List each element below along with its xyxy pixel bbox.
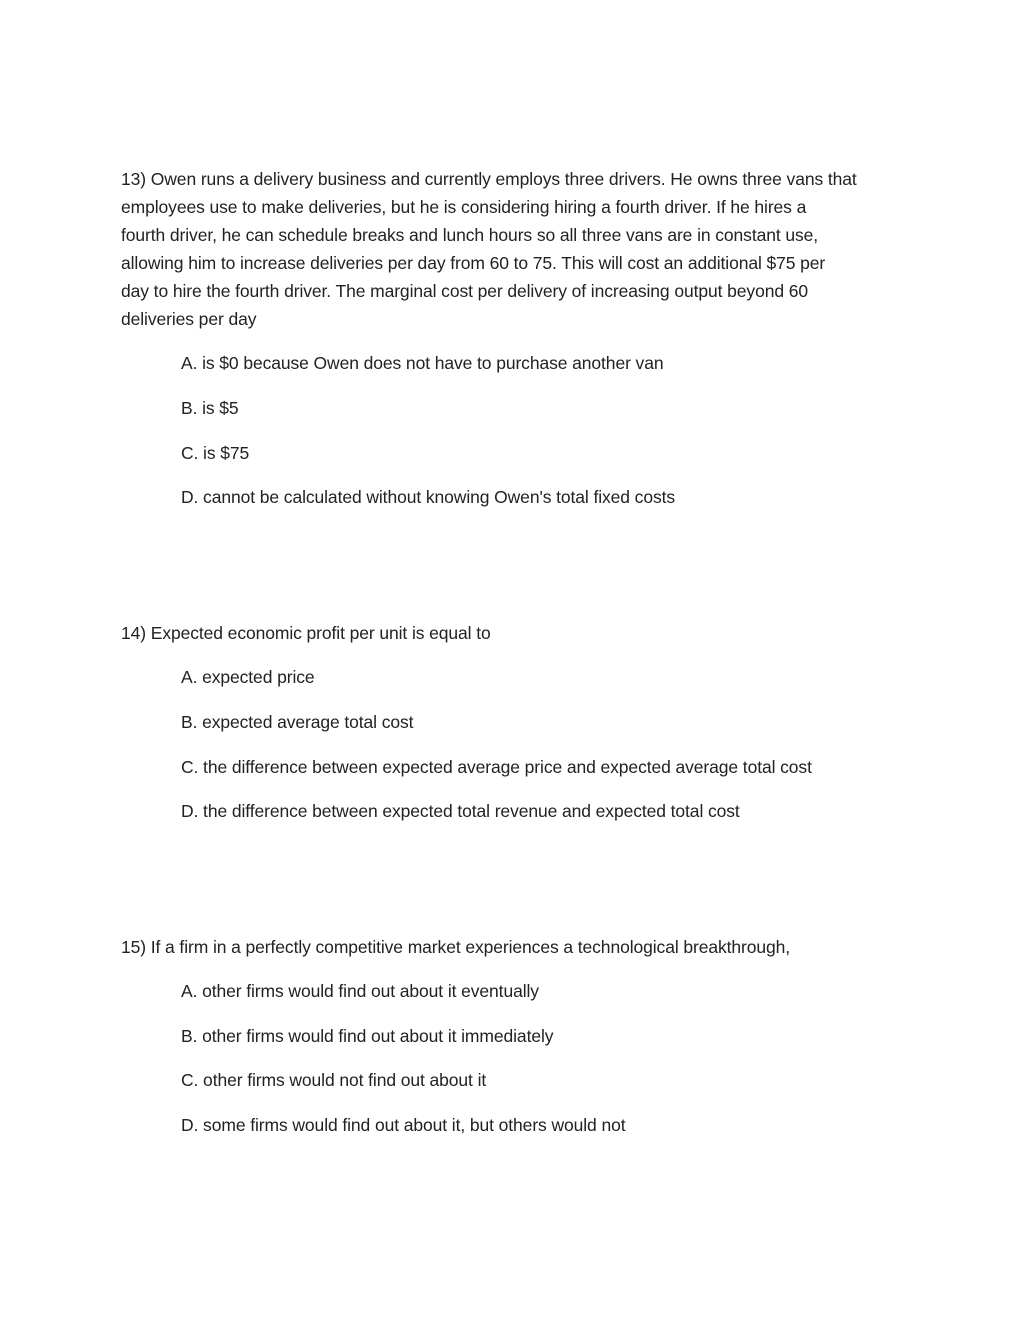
question-14-option-d: D. the difference between expected total revenue and expected total cost [181, 801, 740, 821]
question-14-option-a: A. expected price [181, 667, 315, 687]
question-13-line-3: fourth driver, he can schedule breaks and lunch hours so all three vans are in constant use, [121, 225, 819, 245]
question-15-option-d: D. some firms would find out about it, but others would not [181, 1115, 626, 1135]
question-14 [121, 619, 911, 821]
question-15-stem [121, 933, 911, 961]
question-14-option-c: C. the difference between expected average price and expected average total cost [181, 757, 812, 777]
question-15 [121, 933, 911, 1135]
question-13-option-c: C. is $75 [181, 443, 250, 463]
question-14-stem [121, 619, 911, 647]
question-13-line-2: employees use to make deliveries, but he is considering hiring a fourth driver. If he hires a [121, 197, 807, 217]
question-15-line-1: 15) If a firm in a perfectly competitive market experiences a technological breakthrough, [121, 937, 791, 957]
question-15-option-c: C. other firms would not find out about it [181, 1070, 487, 1090]
question-13-line-1: 13) Owen runs a delivery business and currently employs three drivers. He owns three vans that [121, 169, 857, 189]
question-15-option-a: A. other firms would find out about it eventually [181, 981, 539, 1001]
question-13-option-d: D. cannot be calculated without knowing Owen's total fixed costs [181, 487, 676, 507]
question-13-option-a: A. is $0 because Owen does not have to purchase another van [181, 353, 664, 373]
question-13-line-6: deliveries per day [121, 309, 257, 329]
question-13-option-b: B. is $5 [181, 398, 239, 418]
question-14-option-b: B. expected average total cost [181, 712, 414, 732]
question-14-line-1: 14) Expected economic profit per unit is equal to [121, 623, 491, 643]
question-13 [121, 165, 911, 507]
question-13-stem [121, 165, 911, 333]
question-13-line-5: day to hire the fourth driver. The marginal cost per delivery of increasing output beyond 60 [121, 281, 808, 301]
question-15-option-b: B. other firms would find out about it immediately [181, 1026, 554, 1046]
question-13-line-4: allowing him to increase deliveries per day from 60 to 75. This will cost an additional $75 per [121, 253, 826, 273]
